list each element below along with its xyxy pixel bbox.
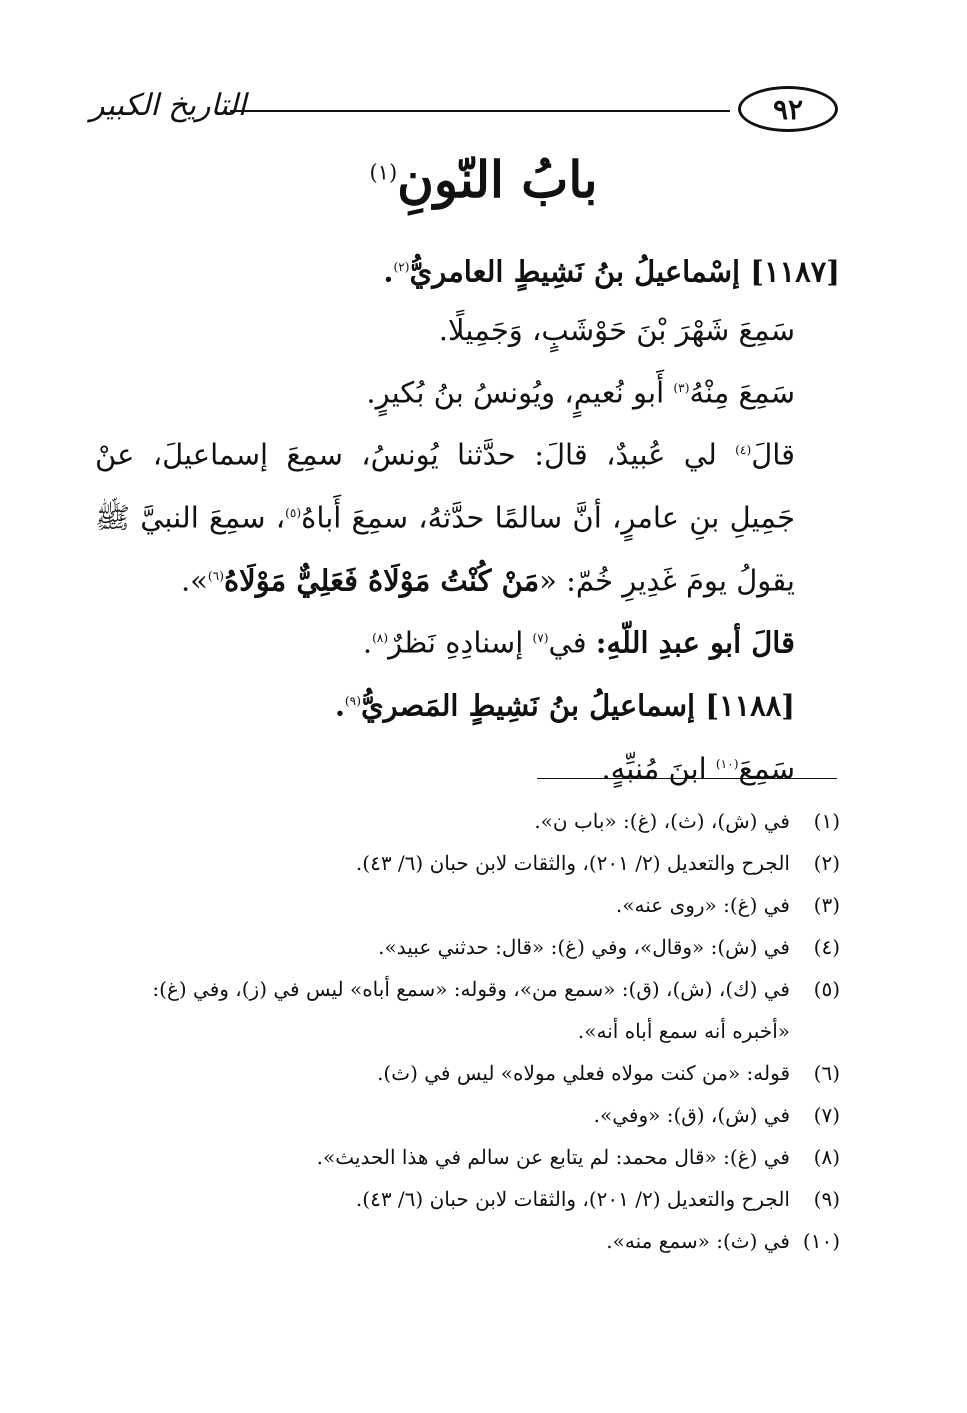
footnote xyxy=(95,800,840,842)
footnote-ref: (٥) xyxy=(285,505,302,520)
footnotes xyxy=(95,800,840,1262)
footnote-text: قوله: «من كنت مولاه فعلي مولاه» ليس في (ث). xyxy=(377,1061,790,1085)
entry-heading xyxy=(95,672,840,735)
footnote-ref: (٣) xyxy=(673,380,690,395)
page-number: ٩٢ xyxy=(738,86,838,132)
text-span: سَمِعَ xyxy=(738,751,795,786)
footnote xyxy=(95,1220,840,1262)
footnote xyxy=(95,842,840,884)
header-rule xyxy=(230,110,730,112)
entry-number: [١١٨٧] xyxy=(750,254,840,289)
footnote xyxy=(95,968,840,1052)
footnote-number: (٢) xyxy=(813,851,840,875)
running-title: التاريخ الكبير xyxy=(90,88,247,123)
chapter-title xyxy=(0,150,967,209)
footnote xyxy=(95,1136,840,1178)
footnote-number: (٣) xyxy=(813,893,840,917)
footnote-text: في (ش)، (ث)، (غ): «باب ن». xyxy=(534,809,790,833)
footnote-text: الجرح والتعديل (٢/ ٢٠١)، والثقات لابن حبان (٦/ ٤٣). xyxy=(355,1187,790,1211)
footnote xyxy=(95,1094,840,1136)
author-remark-label: قالَ أبو عبدِ اللّهِ: xyxy=(595,625,795,660)
footnote-text: في (ث): «سمع منه». xyxy=(606,1229,790,1253)
footnote-ref: (٧) xyxy=(532,631,549,646)
footnote-ref: (٨) xyxy=(372,631,389,646)
entry-name: إسماعيلُ بنُ نَشِيطٍ المَصريُّ xyxy=(360,688,696,723)
text-span: لي عُبيدٌ، قالَ: حدَّثنا يُونسُ، سمِعَ إسماعيلَ، عنْ جَمِيلِ بنِ عامرٍ، أنَّ سالمًا حدَّثهُ، سمِعَ أَباهُ xyxy=(95,437,795,535)
hadith-text: مَنْ كُنْتُ مَوْلَاهُ فَعَلِيٌّ مَوْلَاهُ xyxy=(223,563,540,598)
footnote-text: في (غ): «روى عنه». xyxy=(615,893,790,917)
text-line xyxy=(95,359,840,422)
text-span: ، سمِعَ النبيَّ ﷺ يقولُ يومَ غَدِيرِ خُمّ: « xyxy=(95,500,795,598)
text-span: في xyxy=(548,625,587,660)
footnote-text: في (ش)، (ق): «وفي». xyxy=(593,1103,790,1127)
footnote-text: الجرح والتعديل (٢/ ٢٠١)، والثقات لابن حبان (٦/ ٤٣). xyxy=(355,851,790,875)
footnote-number: (٧) xyxy=(813,1103,840,1127)
footnote-ref: (٩) xyxy=(344,693,361,708)
footnote-number: (١٠) xyxy=(802,1229,840,1253)
main-text xyxy=(95,238,840,797)
footnote-ref: (٤) xyxy=(735,443,752,458)
text-span: ابنَ مُنبِّهٍ. xyxy=(601,751,707,786)
footnote-ref: (١٠) xyxy=(715,756,739,771)
footnote-number: (٤) xyxy=(813,935,840,959)
entry-heading-end: . xyxy=(334,688,345,723)
text-span: قالَ xyxy=(751,437,795,472)
text-span: . xyxy=(362,625,373,660)
text-line xyxy=(95,301,840,359)
footnote-number: (٨) xyxy=(813,1145,840,1169)
text-paragraph xyxy=(95,421,840,609)
entry-heading-end: . xyxy=(383,254,394,289)
footnote-number: (١) xyxy=(813,809,840,833)
footnote-text: في (ك)، (ش)، (ق): «سمع من»، وقوله: «سمع أباه» ليس في (ز)، وفي (غ): «أخبره أنه سمع أباه أنه». xyxy=(152,977,790,1043)
footnote-ref: (١) xyxy=(369,160,398,185)
footnote xyxy=(95,1052,840,1094)
footnote xyxy=(95,1178,840,1220)
footnote xyxy=(95,926,840,968)
chapter-title-text: بابُ النّونِ xyxy=(397,150,598,209)
entry-name: إسْماعيلُ بنُ نَشِيطٍ العامريُّ xyxy=(409,254,741,289)
text-span: ». xyxy=(180,563,208,598)
text-span: إسنادِهِ نَظرٌ xyxy=(388,625,524,660)
text-span: سَمِعَ مِنْهُ xyxy=(689,375,795,410)
text-span: أَبو نُعيمٍ، ويُونسُ بنُ بُكيرٍ. xyxy=(366,375,665,410)
text-span: سَمِعَ شَهْرَ بْنَ حَوْشَبٍ، وَجَمِيلًا. xyxy=(438,312,795,347)
footnote-number: (٥) xyxy=(813,977,840,1001)
footnote-text: في (ش): «وقال»، وفي (غ): «قال: حدثني عبيد». xyxy=(378,935,790,959)
footnote-number: (٦) xyxy=(813,1061,840,1085)
text-line xyxy=(95,735,840,798)
footnote-ref: (٦) xyxy=(207,568,224,583)
footnote-separator xyxy=(537,778,837,779)
entry-heading xyxy=(95,238,840,301)
text-line xyxy=(95,609,840,672)
page-header xyxy=(90,78,840,138)
footnote-text: في (غ): «قال محمد: لم يتابع عن سالم في هذا الحديث». xyxy=(316,1145,790,1169)
footnote-number: (٩) xyxy=(813,1187,840,1211)
footnote xyxy=(95,884,840,926)
footnote-ref: (٢) xyxy=(393,260,410,274)
entry-number: [١١٨٨] xyxy=(705,688,795,723)
